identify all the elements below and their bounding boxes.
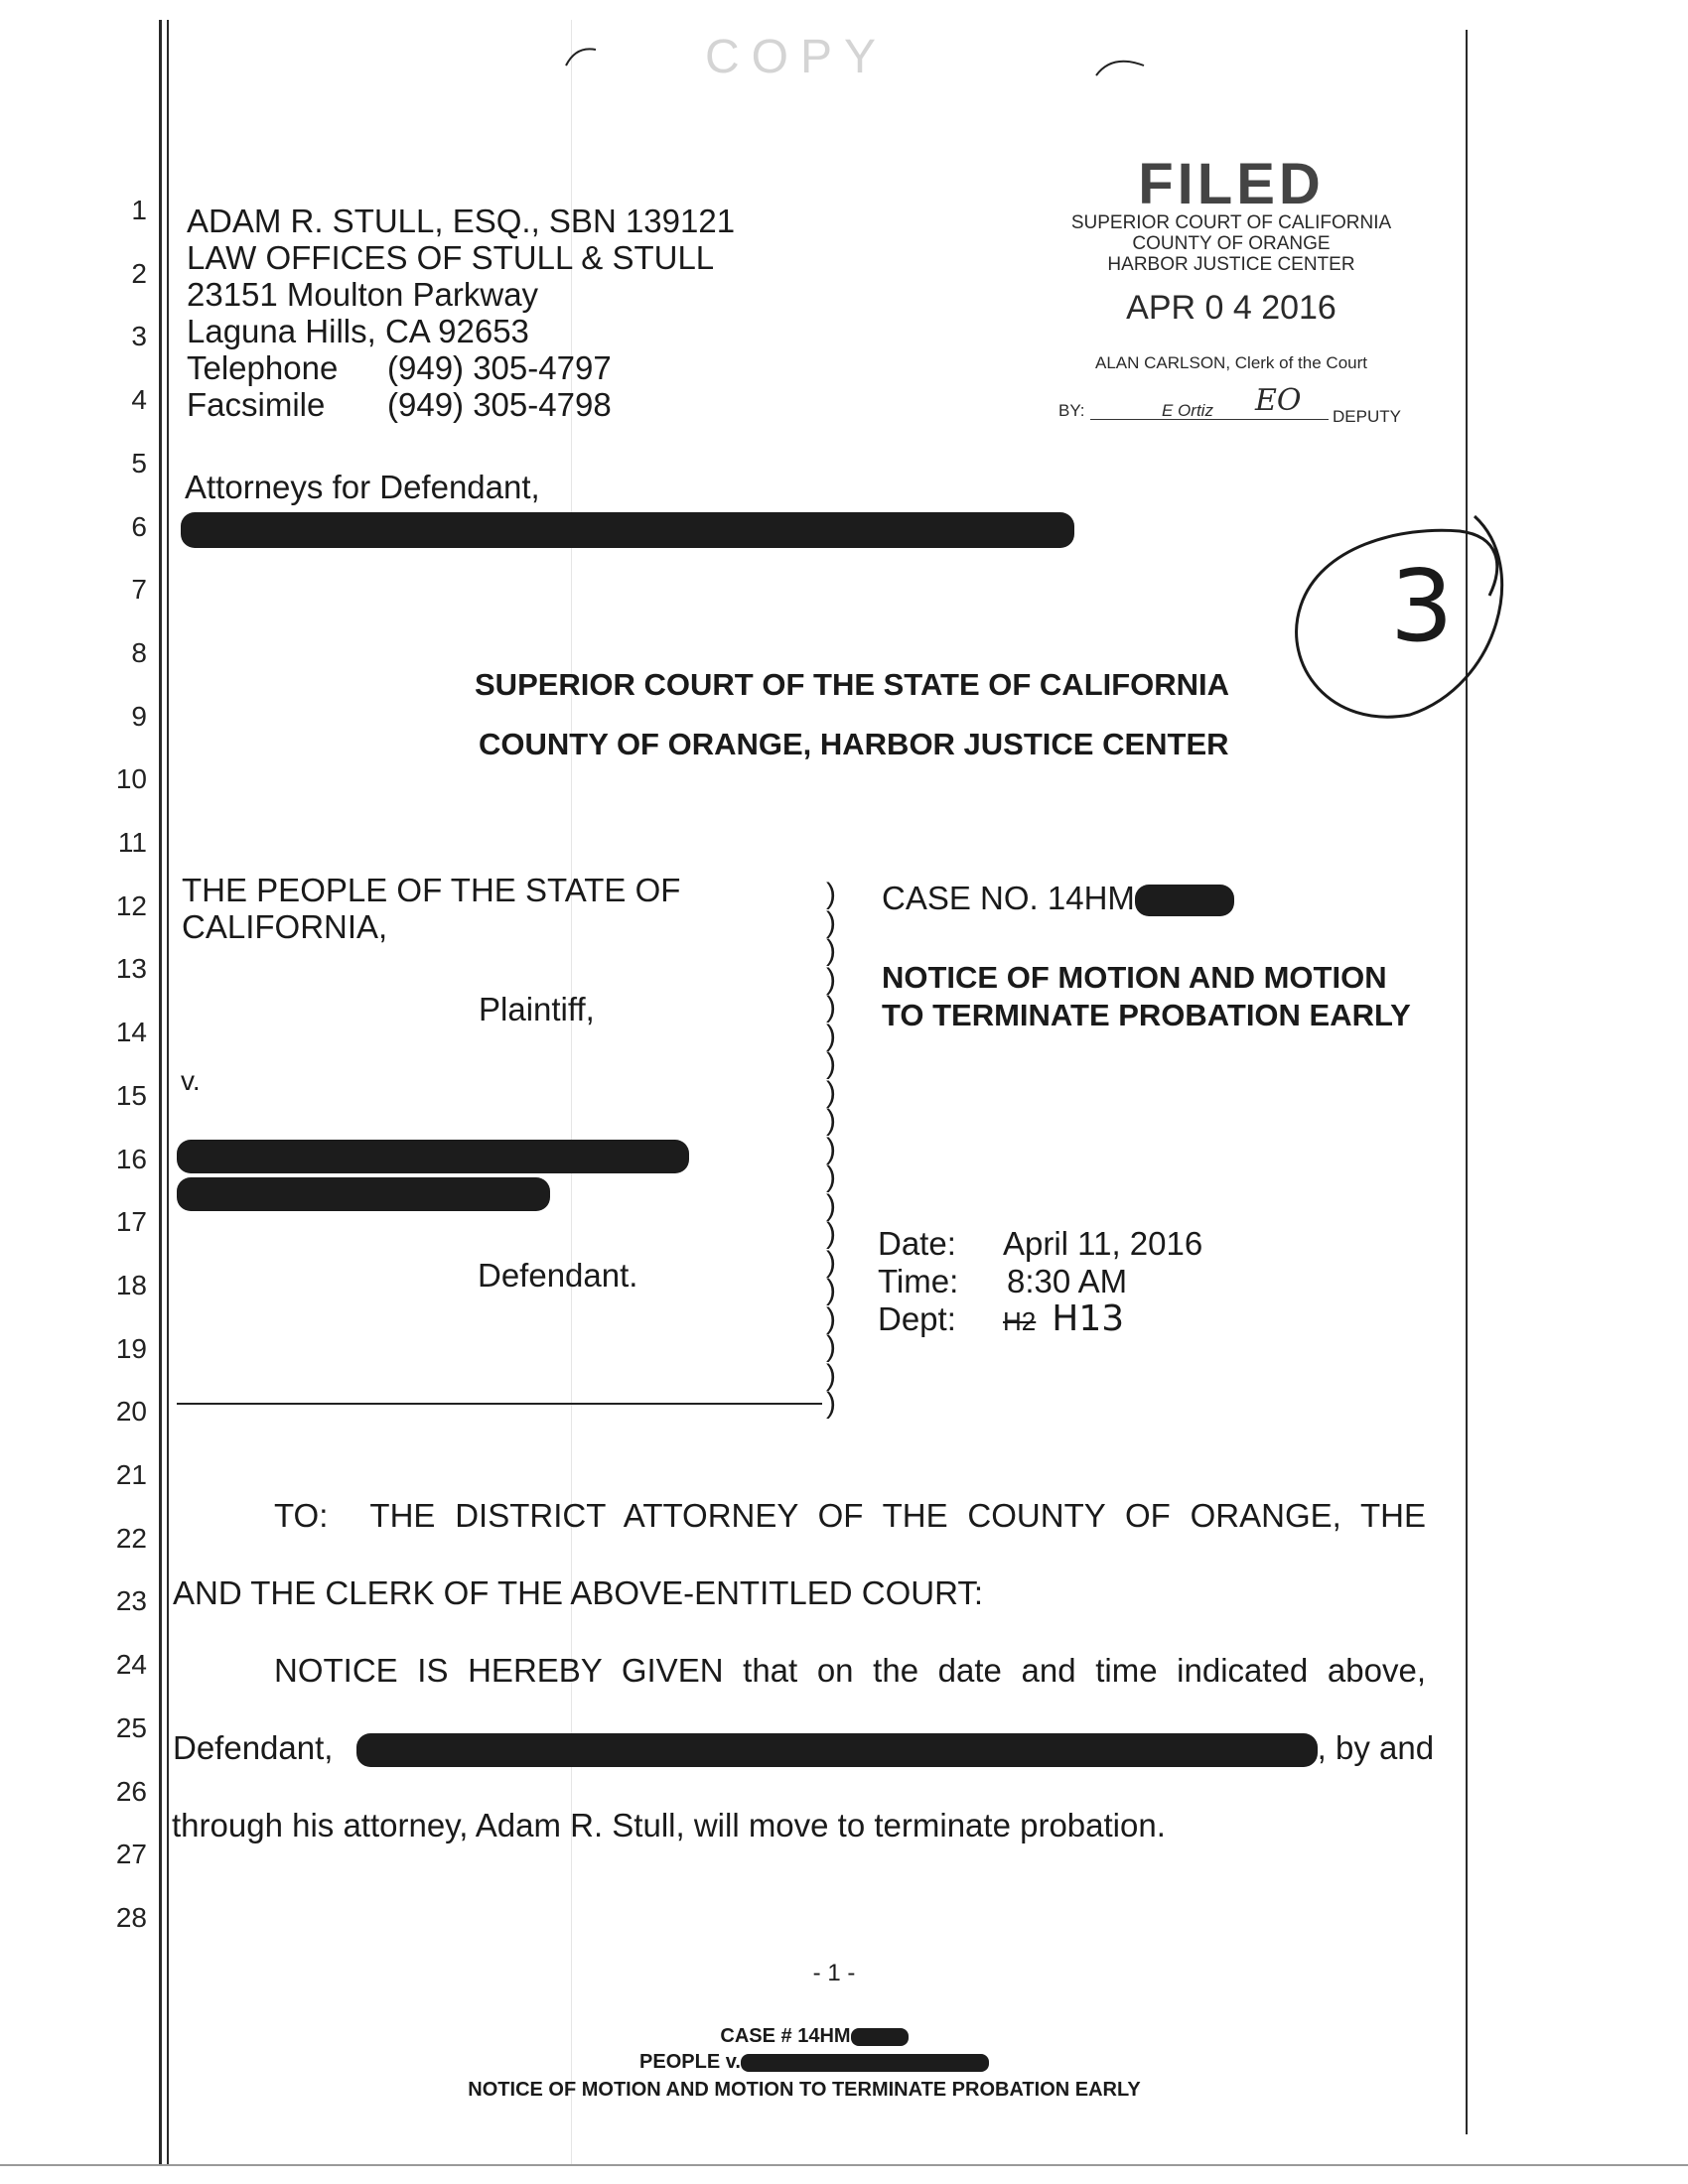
line-number: 2 bbox=[131, 257, 147, 289]
footer-page-number: - 1 - bbox=[812, 1960, 856, 1986]
versus: v. bbox=[181, 1065, 201, 1096]
telephone-label: Telephone bbox=[187, 349, 339, 386]
caption-paren: ) bbox=[826, 1047, 836, 1080]
line-number: 16 bbox=[115, 1143, 147, 1174]
footer-people-text: PEOPLE v. bbox=[639, 2051, 741, 2073]
line-number: 24 bbox=[115, 1649, 147, 1681]
hearing-info bbox=[878, 1225, 1202, 1340]
line-number: 23 bbox=[115, 1585, 147, 1617]
attorneys-for: Attorneys for Defendant, bbox=[185, 469, 540, 505]
caption-paren: ) bbox=[826, 1075, 836, 1109]
facsimile-number: (949) 305-4798 bbox=[387, 386, 612, 423]
attorney-facsimile bbox=[187, 386, 735, 423]
attorney-city: Laguna Hills, CA 92653 bbox=[187, 313, 529, 349]
left-margin-rule-inner bbox=[167, 20, 169, 2164]
filed-stamp-title: FILED bbox=[1138, 152, 1325, 216]
filed-stamp-by-name: E Ortiz bbox=[1162, 401, 1213, 420]
hearing-date bbox=[878, 1225, 1202, 1263]
line-number: 25 bbox=[115, 1711, 147, 1743]
body-defendant-line bbox=[173, 1729, 1435, 1767]
line-number: 17 bbox=[115, 1206, 147, 1238]
line-number: 3 bbox=[131, 321, 147, 352]
body-line2: AND THE CLERK OF THE ABOVE-ENTITLED COURT: bbox=[173, 1574, 983, 1611]
time-label: Time: bbox=[878, 1263, 959, 1299]
left-margin-rule-outer bbox=[159, 20, 162, 2164]
redaction-defendant-name-caption-1 bbox=[177, 1140, 689, 1173]
line-number: 28 bbox=[115, 1901, 147, 1933]
footer-people bbox=[0, 2051, 1628, 2074]
caption-paren: ) bbox=[826, 1358, 836, 1392]
caption-paren: ) bbox=[826, 1217, 836, 1250]
bottom-edge-line bbox=[0, 2164, 1688, 2166]
line-number: 19 bbox=[115, 1332, 147, 1364]
caption-paren: ) bbox=[826, 1330, 836, 1363]
line-number: 5 bbox=[131, 447, 147, 478]
redaction-defendant-name-caption-2 bbox=[177, 1177, 550, 1211]
line-number: 7 bbox=[131, 574, 147, 606]
court-title-line2: COUNTY OF ORANGE, HARBOR JUSTICE CENTER bbox=[479, 727, 1229, 761]
line-number: 4 bbox=[131, 384, 147, 416]
line-number: 1 bbox=[131, 195, 147, 225]
caption-paren: ) bbox=[826, 962, 836, 996]
caption-paren: ) bbox=[826, 1104, 836, 1137]
right-margin-rule bbox=[1466, 30, 1468, 2134]
hearing-time bbox=[878, 1263, 1202, 1300]
caption-paren: ) bbox=[826, 1160, 836, 1193]
filed-stamp-court: SUPERIOR COURT OF CALIFORNIA bbox=[1070, 212, 1392, 233]
caption-paren: ) bbox=[826, 1245, 836, 1279]
line-number: 12 bbox=[115, 889, 147, 921]
copy-stamp-text: COPY bbox=[705, 31, 889, 83]
attorney-telephone bbox=[187, 349, 735, 386]
attorney-street: 23151 Moulton Parkway bbox=[187, 276, 539, 313]
caption-bottom-rule bbox=[177, 1403, 822, 1405]
redaction-footer-case bbox=[851, 2028, 909, 2046]
line-number: 10 bbox=[115, 763, 147, 795]
body-to-line-inner bbox=[274, 1497, 1426, 1535]
line-number: 9 bbox=[131, 700, 147, 732]
filed-stamp bbox=[1053, 152, 1410, 426]
footer-case-text: CASE # 14HM bbox=[720, 2025, 851, 2047]
hearing-dept bbox=[878, 1300, 1202, 1340]
caption-plaintiff bbox=[182, 872, 680, 945]
case-number bbox=[882, 880, 1234, 916]
handwritten-circled-number bbox=[1291, 486, 1519, 725]
line-number: 21 bbox=[115, 1459, 147, 1490]
caption-paren: ) bbox=[826, 991, 836, 1024]
attorney-block bbox=[187, 203, 735, 423]
plaintiff-line1: THE PEOPLE OF THE STATE OF bbox=[182, 872, 681, 908]
dept-label: Dept: bbox=[878, 1300, 956, 1337]
line-number: 6 bbox=[131, 510, 147, 542]
line-number: 11 bbox=[117, 827, 147, 858]
defendant-label: Defendant. bbox=[478, 1257, 638, 1294]
caption-paren: ) bbox=[826, 1387, 836, 1420]
to-label: TO: bbox=[274, 1497, 329, 1534]
date-label: Date: bbox=[878, 1225, 956, 1262]
filed-stamp-county: COUNTY OF ORANGE bbox=[1132, 233, 1331, 254]
caption-paren: ) bbox=[826, 1301, 836, 1335]
attorney-name: ADAM R. STULL, ESQ., SBN 139121 bbox=[187, 203, 736, 239]
body-notice-line bbox=[274, 1652, 1426, 1690]
line-number: 26 bbox=[115, 1775, 147, 1807]
footer-case bbox=[0, 2025, 1628, 2048]
redaction-case-number bbox=[1135, 885, 1234, 916]
date-value: April 11, 2016 bbox=[1003, 1225, 1203, 1262]
line-number: 20 bbox=[115, 1396, 147, 1428]
line-number: 18 bbox=[115, 1269, 147, 1300]
case-number-text: CASE NO. 14HM bbox=[882, 880, 1135, 916]
caption-paren: ) bbox=[826, 1019, 836, 1052]
attorney-firm: LAW OFFICES OF STULL & STULL bbox=[187, 239, 715, 276]
filed-stamp-initials: EO bbox=[1255, 383, 1302, 418]
redaction-defendant-name-header bbox=[181, 512, 1074, 548]
copy-stamp bbox=[556, 26, 973, 95]
filed-stamp-date: APR 0 4 2016 bbox=[1126, 289, 1336, 327]
facsimile-label: Facsimile bbox=[187, 386, 326, 423]
redaction-defendant-name-body bbox=[356, 1733, 1318, 1767]
court-title-line1: SUPERIOR COURT OF THE STATE OF CALIFORNIA bbox=[475, 667, 1230, 702]
motion-title-line2: TO TERMINATE PROBATION EARLY bbox=[882, 998, 1411, 1032]
line-number: 27 bbox=[115, 1839, 147, 1870]
filed-stamp-clerk: ALAN CARLSON, Clerk of the Court bbox=[1095, 353, 1367, 372]
line-number: 8 bbox=[131, 636, 147, 668]
handwritten-number: 3 bbox=[1390, 548, 1454, 664]
body-final-line: through his attorney, Adam R. Stull, will move to terminate probation. bbox=[172, 1807, 1166, 1843]
footer-title: NOTICE OF MOTION AND MOTION TO TERMINATE PROBATION EARLY bbox=[468, 2079, 1141, 2101]
line-number: 15 bbox=[115, 1079, 147, 1111]
telephone-number: (949) 305-4797 bbox=[387, 349, 612, 386]
dept-struck: H2 bbox=[1003, 1306, 1037, 1336]
filed-stamp-by-line bbox=[1053, 383, 1410, 426]
caption-paren: ) bbox=[826, 878, 836, 910]
defendant-prefix: Defendant, bbox=[173, 1729, 334, 1766]
line-number: 22 bbox=[115, 1522, 147, 1554]
to-text: THE DISTRICT ATTORNEY OF THE COUNTY OF ORANGE, THE bbox=[369, 1497, 1426, 1534]
line-number: 14 bbox=[115, 1017, 147, 1048]
caption-paren: ) bbox=[826, 1274, 836, 1306]
motion-title-line1: NOTICE OF MOTION AND MOTION bbox=[882, 960, 1387, 995]
dept-handwritten: H13 bbox=[1052, 1298, 1125, 1339]
redaction-footer-people bbox=[741, 2054, 989, 2072]
caption-paren: ) bbox=[826, 1188, 836, 1222]
line-number: 13 bbox=[115, 953, 147, 985]
filed-stamp-deputy: DEPUTY bbox=[1333, 407, 1401, 426]
motion-title bbox=[882, 959, 1411, 1034]
stamp-arc-right bbox=[1092, 50, 1152, 79]
body-to-line bbox=[274, 1497, 1426, 1535]
filed-stamp-by-label: BY: bbox=[1058, 401, 1085, 420]
caption-paren: ) bbox=[826, 1132, 836, 1165]
plaintiff-line2: CALIFORNIA, bbox=[182, 908, 388, 945]
filed-stamp-center: HARBOR JUSTICE CENTER bbox=[1107, 254, 1355, 275]
notice-line-text: NOTICE IS HEREBY GIVEN that on the date and time indicated above, bbox=[274, 1652, 1426, 1689]
caption-paren: ) bbox=[826, 934, 836, 967]
defendant-suffix: , by and bbox=[1317, 1729, 1435, 1766]
time-value: 8:30 AM bbox=[1007, 1263, 1128, 1299]
caption-paren: ) bbox=[826, 905, 836, 939]
plaintiff-label: Plaintiff, bbox=[479, 991, 595, 1027]
